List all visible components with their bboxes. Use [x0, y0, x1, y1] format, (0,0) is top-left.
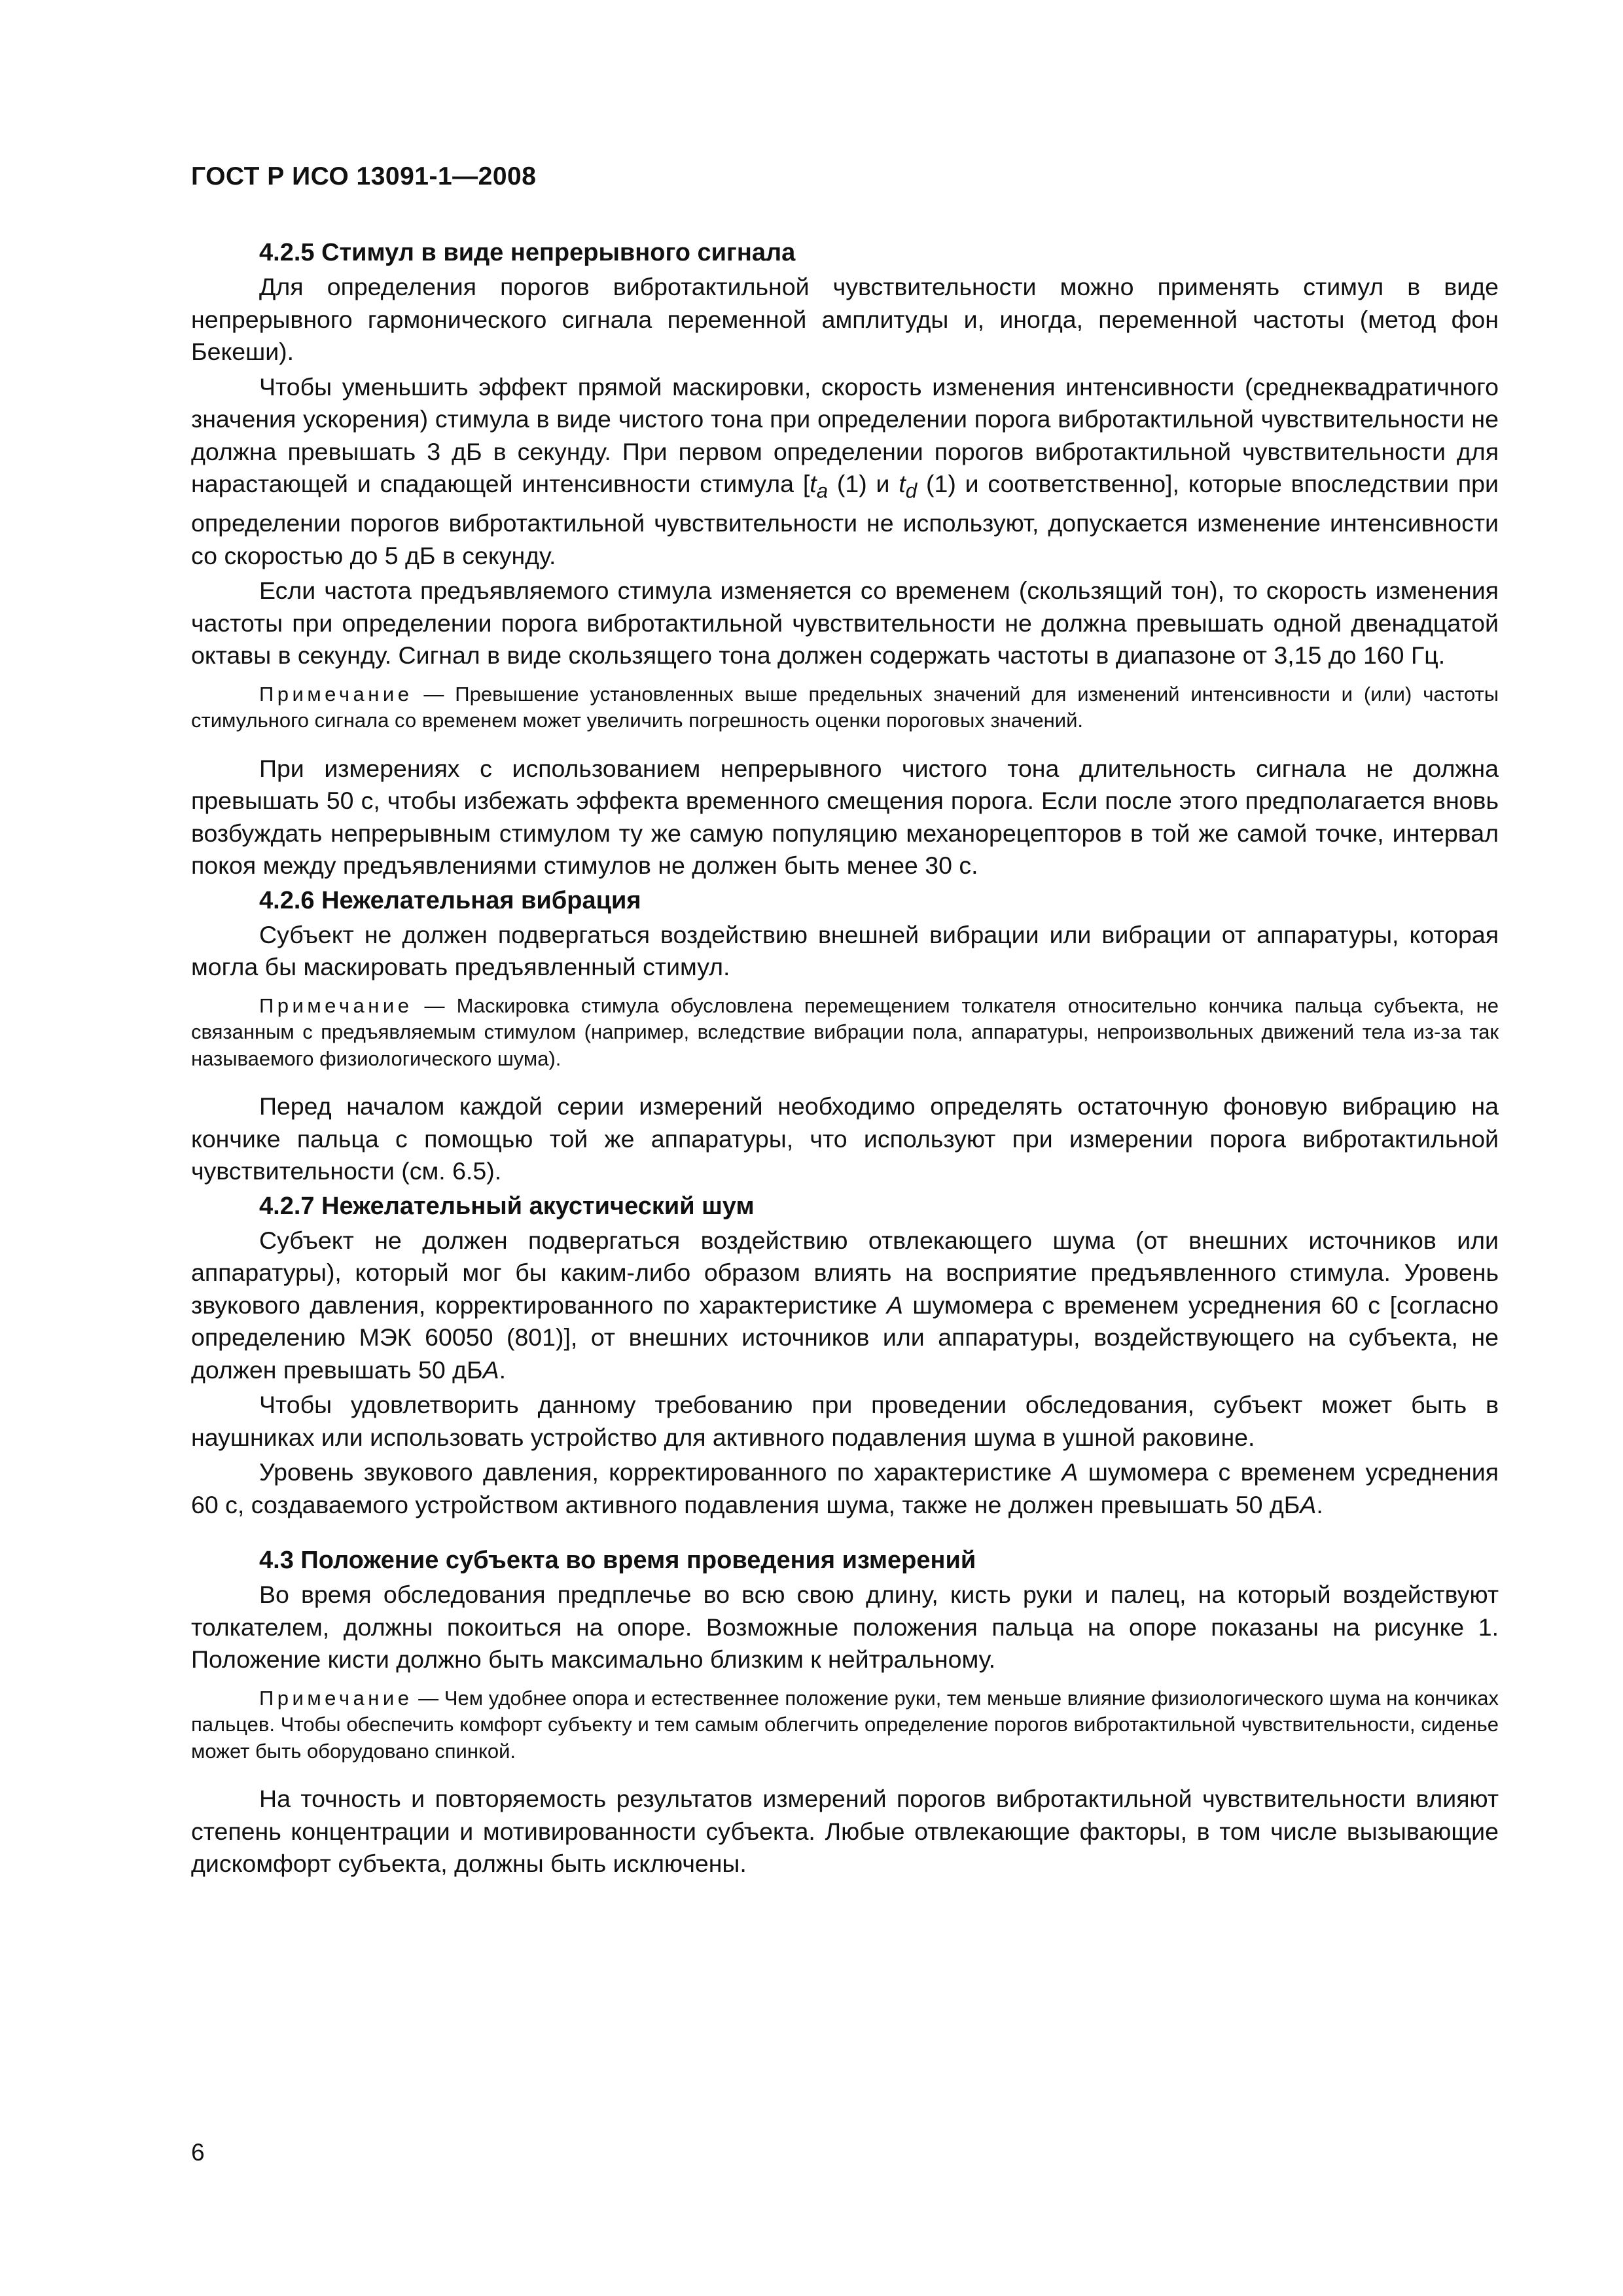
page-number: 6 — [191, 2139, 205, 2166]
text-run: . — [499, 1355, 507, 1384]
paragraph: На точность и повторяемость результатов измерений порогов вибротактильной чувствительности влияют степень концентрации и мотивированности субъекта. Любые отвлекающие факторы, в том числе вызывающие дискомфорт субъекта, должны быть исключены. — [191, 1785, 1499, 1877]
text-run: Чтобы уменьшить эффект прямой маскировки, скорость изменения интенсивности (среднеквадратичного значения ускорения) стимула в виде чистого тона при определении порога вибротактильной чувствительности не должна превышать 3 дБ в секунду. При первом определении порогов вибротактильной чувствительности для нарастающей и спадающей интенсивности стимула [ — [191, 372, 1499, 497]
italic-a: А — [886, 1291, 903, 1319]
note-label: Примечание — [259, 994, 413, 1017]
section-heading-4-2-5: 4.2.5 Стимул в виде непрерывного сигнала — [259, 239, 796, 266]
paragraph: При измерениях с использованием непрерывного чистого тона длительность сигнала не должна превышать 50 с, чтобы избежать эффекта временного смещения порога. Если после этого предполагается вновь возбуждать непрерывным стимулом ту же самую популяцию механорецепторов в той же самой точке, интервал покоя между предъявлениями стимулов не должен быть менее 30 с. — [191, 754, 1499, 879]
text-run: (1) и — [828, 470, 899, 497]
paragraph: Чтобы удовлетворить данному требованию при проведении обследования, субъект может быть в наушниках или использовать устройство для активного подавления шума в ушной раковине. — [191, 1391, 1499, 1451]
note-text: — Превышение установленных выше предельных значений для изменений интенсивности и (или) частоты стимульного сигнала со временем может увеличить погрешность оценки пороговых значений. — [191, 682, 1499, 732]
paragraph: Если частота предъявляемого стимула изменяется со временем (скользящий тон), то скорость изменения частоты при определении порога вибротактильной чувствительности не должна превышать одной двенадцатой октавы в секунду. Сигнал в виде скользящего тона должен содержать частоты в диапазоне от 3,15 до 160 Гц. — [191, 577, 1499, 669]
paragraph: Для определения порогов вибротактильной чувствительности можно применять стимул в виде непрерывного гармонического сигнала переменной амплитуды и, иногда, переменной частоты (метод фон Бекеши). — [191, 273, 1499, 365]
note-label: Примечание — [259, 682, 413, 706]
text-run: Уровень звукового давления, корректированного по характеристике — [259, 1458, 1062, 1486]
note-text: — Маскировка стимула обусловлена перемещением толкателя относительно кончика пальца субъекта, не связанным с предъявляемым стимулом (например, вследствие вибрации пола, аппаратуры, непроизвольных движений тела из-за так называемого физиологического шума). — [191, 994, 1499, 1070]
italic-a: А — [1300, 1490, 1317, 1518]
note — [191, 993, 1499, 1073]
document-body — [191, 237, 1499, 1883]
text-run: (1) и соответственно], которые впоследствии при определении порогов вибротактильной чувствительности не используют, допускается изменение интенсивности со скоростью до 5 дБ в секунду. — [191, 470, 1499, 569]
note-text: — Чем удобнее опора и естественнее положение руки, тем меньше влияние физиологического шума на кончиках пальцев. Чтобы обеспечить комфорт субъекту и тем самым облегчить определение порогов вибротактильной чувствительности, сиденье может быть оборудовано спинкой. — [191, 1686, 1499, 1763]
text-run: шумомера с временем усреднения 60 с [согласно определению МЭК 60050 (801)], от внешних источников или аппаратуры, воздействующего на субъекта, не должен превышать 50 дБ — [191, 1291, 1499, 1384]
document-header: ГОСТ Р ИСО 13091-1—2008 — [191, 162, 537, 190]
note — [191, 1685, 1499, 1765]
section-heading-4-2-7: 4.2.7 Нежелательный акустический шум — [259, 1192, 755, 1220]
text-run: шумомера с временем усреднения 60 с, создаваемого устройством активного подавления шума, также не должен превышать 50 дБ — [191, 1458, 1499, 1518]
section-heading-4-2-6: 4.2.6 Нежелательная вибрация — [259, 886, 641, 914]
text-run: . — [1316, 1490, 1323, 1518]
symbol-t: t — [810, 470, 817, 497]
note-label: Примечание — [259, 1686, 413, 1710]
symbol-t: t — [899, 470, 906, 497]
note — [191, 681, 1499, 734]
text-run: Субъект не должен подвергаться воздействию отвлекающего шума (от внешних источников или аппаратуры), который мог бы каким-либо образом влиять на восприятие предъявленного стимула. Уровень звукового давления, корректированного по характеристике — [191, 1226, 1499, 1319]
subscript-d: d — [905, 479, 918, 503]
paragraph — [191, 1456, 1499, 1521]
paragraph: Субъект не должен подвергаться воздействию внешней вибрации или вибрации от аппаратуры, которая могла бы маскировать предъявленный стимул. — [191, 920, 1499, 980]
paragraph: Перед началом каждой серии измерений необходимо определять остаточную фоновую вибрацию на кончике пальца с помощью той же аппаратуры, что используют при измерении порога вибротактильной чувствительности (см. 6.5). — [191, 1092, 1499, 1185]
paragraph: Во время обследования предплечье во всю свою длину, кисть руки и палец, на который воздействуют толкателем, должны покоиться на опоре. Возможные положения пальца на опоре показаны на рисунке 1. Положение кисти должно быть максимально близким к нейтральному. — [191, 1581, 1499, 1673]
section-heading-4-3: 4.3 Положение субъекта во время проведения измерений — [259, 1547, 976, 1574]
italic-a: А — [482, 1355, 499, 1384]
paragraph — [191, 1225, 1499, 1387]
subscript-a: a — [816, 479, 829, 503]
paragraph — [191, 371, 1499, 573]
italic-a: А — [1061, 1458, 1079, 1486]
